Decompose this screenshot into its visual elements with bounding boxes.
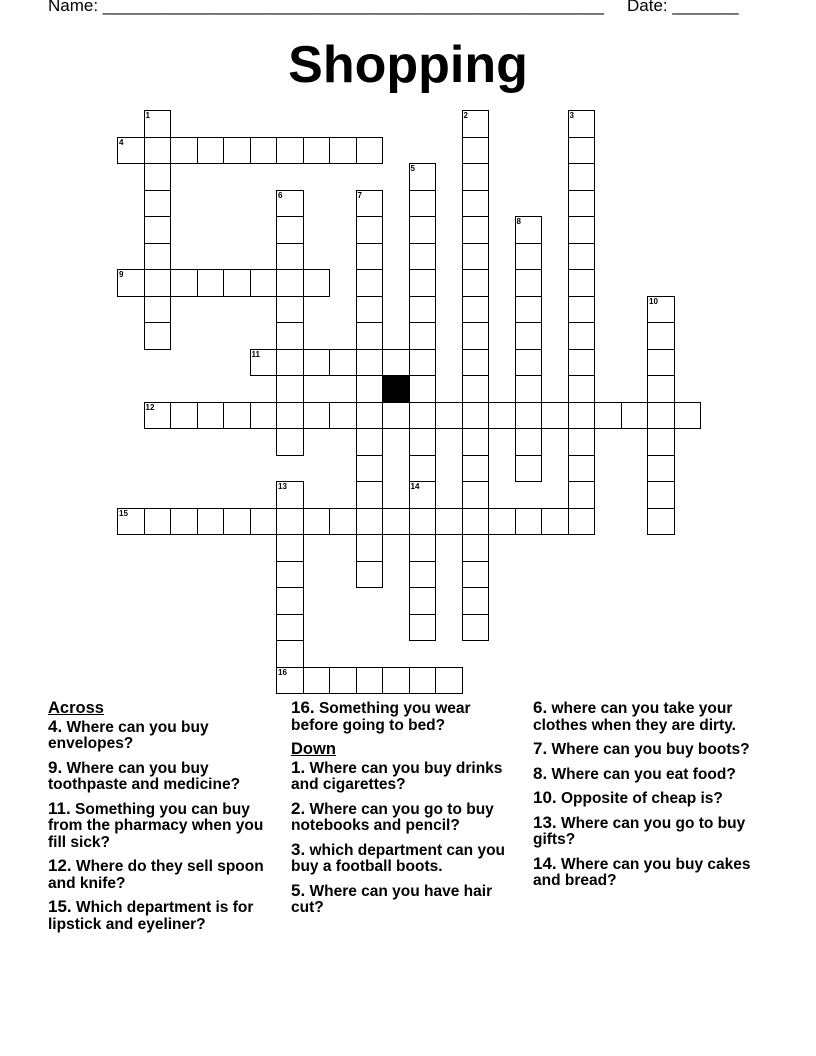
grid-cell[interactable] <box>409 481 437 509</box>
clue-item-text: Where can you buy drinks and cigarettes? <box>291 759 503 793</box>
grid-cell[interactable] <box>435 667 463 695</box>
clue-number: 12 <box>145 402 155 412</box>
grid-cell[interactable] <box>462 269 490 297</box>
grid-cell[interactable] <box>462 190 490 218</box>
grid-cell[interactable] <box>382 667 410 695</box>
grid-cell[interactable] <box>647 375 675 403</box>
grid-cell[interactable] <box>276 190 304 218</box>
grid-cell[interactable] <box>170 269 198 297</box>
grid-cell[interactable] <box>409 296 437 324</box>
grid-cell[interactable] <box>170 402 198 430</box>
grid-cell[interactable] <box>409 561 437 589</box>
clue-item-number: 12. <box>48 856 72 875</box>
clue-item <box>48 798 278 852</box>
grid-cell[interactable] <box>144 322 172 350</box>
grid-cell[interactable] <box>197 269 225 297</box>
grid-cell[interactable] <box>409 349 437 377</box>
clue-item <box>533 790 763 808</box>
grid-cell[interactable] <box>382 402 410 430</box>
grid-cell[interactable] <box>515 508 543 536</box>
down-heading: Down <box>291 740 336 758</box>
grid-cell[interactable] <box>488 402 516 430</box>
clue-item-number: 15. <box>48 897 72 916</box>
grid-cell[interactable] <box>515 349 543 377</box>
grid-cell[interactable] <box>356 508 384 536</box>
grid-cell[interactable] <box>647 455 675 483</box>
clue-item-text: which department can you buy a football boots. <box>291 841 505 875</box>
grid-cell[interactable] <box>276 296 304 324</box>
grid-cell[interactable] <box>276 534 304 562</box>
grid-cell[interactable] <box>409 216 437 244</box>
grid-cell[interactable] <box>462 402 490 430</box>
grid-cell[interactable] <box>276 508 304 536</box>
grid-cell[interactable] <box>462 296 490 324</box>
clue-item-text: Where can you buy cakes and bread? <box>533 855 751 889</box>
grid-cell[interactable] <box>621 402 649 430</box>
grid-cell[interactable] <box>303 349 331 377</box>
grid-cell[interactable] <box>144 243 172 271</box>
clue-item-text: Opposite of cheap is? <box>556 790 723 807</box>
grid-cell[interactable] <box>382 349 410 377</box>
grid-cell[interactable] <box>409 428 437 456</box>
grid-cell[interactable] <box>197 508 225 536</box>
grid-cell[interactable] <box>303 402 331 430</box>
clue-item-number: 4. <box>48 716 63 736</box>
grid-cell[interactable] <box>197 402 225 430</box>
grid-cell[interactable] <box>356 137 384 165</box>
grid-cell[interactable] <box>144 110 172 138</box>
grid-cell[interactable] <box>144 137 172 165</box>
grid-cell[interactable] <box>409 667 437 695</box>
grid-cell[interactable] <box>409 163 437 191</box>
grid-cell[interactable] <box>594 402 622 430</box>
grid-cell[interactable] <box>276 428 304 456</box>
grid-cell[interactable] <box>462 614 490 642</box>
grid-cell[interactable] <box>144 216 172 244</box>
clue-item-number: 1. <box>291 757 306 777</box>
clue-item-number: 7. <box>533 739 548 758</box>
grid-cell[interactable] <box>568 137 596 165</box>
grid-cell[interactable] <box>329 402 357 430</box>
clue-item <box>533 763 763 784</box>
clue-item <box>291 757 519 794</box>
grid-cell[interactable] <box>462 375 490 403</box>
clue-item <box>533 741 763 759</box>
grid-cell[interactable] <box>144 508 172 536</box>
clue-number: 15 <box>119 508 128 518</box>
grid-cell[interactable] <box>568 110 596 138</box>
grid-cell[interactable] <box>276 481 304 509</box>
clue-item-text: Where can you have hair cut? <box>291 882 493 916</box>
grid-cell[interactable] <box>276 587 304 615</box>
grid-cell[interactable] <box>117 137 145 165</box>
grid-cell[interactable] <box>515 269 543 297</box>
grid-cell[interactable] <box>276 402 304 430</box>
grid-cell[interactable] <box>356 455 384 483</box>
grid-cell[interactable] <box>568 455 596 483</box>
clue-item-text: Where can you eat food? <box>547 765 736 783</box>
clue-number: 5 <box>410 164 415 173</box>
grid-cell[interactable] <box>409 190 437 218</box>
grid-cell[interactable] <box>462 137 490 165</box>
grid-cell[interactable] <box>647 481 675 509</box>
grid-cell[interactable] <box>356 322 384 350</box>
grid-cell[interactable] <box>250 402 278 430</box>
grid-cell[interactable] <box>276 243 304 271</box>
clue-item-text: Something you can buy from the pharmacy when you fill sick? <box>48 800 264 851</box>
grid-cell[interactable] <box>223 508 251 536</box>
grid-cell[interactable] <box>276 667 304 695</box>
grid-cell[interactable] <box>276 216 304 244</box>
clue-number: 8 <box>516 217 521 226</box>
clue-item-number: 3. <box>291 839 306 859</box>
grid-cell[interactable] <box>568 190 596 218</box>
grid-cell[interactable] <box>568 508 596 536</box>
grid-cell[interactable] <box>144 269 172 297</box>
grid-cell[interactable] <box>568 163 596 191</box>
grid-cell[interactable] <box>515 428 543 456</box>
grid-cell[interactable] <box>515 375 543 403</box>
grid-cell[interactable] <box>568 375 596 403</box>
grid-cell[interactable] <box>647 508 675 536</box>
grid-cell[interactable] <box>409 455 437 483</box>
grid-cell[interactable] <box>462 163 490 191</box>
clue-item <box>291 700 519 734</box>
grid-cell[interactable] <box>674 402 702 430</box>
grid-cell[interactable] <box>462 428 490 456</box>
grid-cell[interactable] <box>303 137 331 165</box>
clue-item-number: 11. <box>48 798 71 818</box>
grid-cell[interactable] <box>568 349 596 377</box>
clue-item-number: 13. <box>533 812 557 832</box>
grid-cell[interactable] <box>356 375 384 403</box>
grid-cell[interactable] <box>647 402 675 430</box>
grid-cell[interactable] <box>435 402 463 430</box>
clue-item <box>533 853 763 890</box>
clue-item <box>48 716 278 753</box>
grid-cell[interactable] <box>356 561 384 589</box>
clue-item-number: 6. <box>533 698 548 717</box>
grid-cell[interactable] <box>329 667 357 695</box>
grid-cell[interactable] <box>462 110 490 138</box>
grid-cell[interactable] <box>462 534 490 562</box>
grid-cell[interactable] <box>117 508 145 536</box>
grid-cell[interactable] <box>515 455 543 483</box>
clue-column-2 <box>291 700 519 924</box>
clue-item <box>291 798 519 835</box>
black-square <box>383 376 410 403</box>
grid-cell[interactable] <box>356 402 384 430</box>
clue-item-text: Where can you buy toothpaste and medicine? <box>48 759 241 793</box>
grid-cell[interactable] <box>462 455 490 483</box>
clue-number: 2 <box>463 111 468 120</box>
grid-cell[interactable] <box>462 508 490 536</box>
clue-item <box>533 812 763 849</box>
grid-cell[interactable] <box>409 269 437 297</box>
clue-item-number: 16. <box>291 698 315 717</box>
clue-item-number: 5. <box>291 880 306 900</box>
grid-cell[interactable] <box>488 508 516 536</box>
grid-cell[interactable] <box>303 667 331 695</box>
grid-cell[interactable] <box>568 322 596 350</box>
clue-number: 1 <box>145 111 150 120</box>
grid-cell[interactable] <box>568 216 596 244</box>
clue-item <box>48 858 278 892</box>
grid-cell[interactable] <box>250 349 278 377</box>
grid-cell[interactable] <box>356 534 384 562</box>
grid-cell[interactable] <box>276 322 304 350</box>
grid-cell[interactable] <box>409 402 437 430</box>
clue-item <box>48 899 278 933</box>
grid-cell[interactable] <box>197 137 225 165</box>
clue-number: 6 <box>278 190 283 200</box>
grid-cell[interactable] <box>356 296 384 324</box>
grid-cell[interactable] <box>276 640 304 668</box>
clue-number: 13 <box>278 482 287 491</box>
grid-cell[interactable] <box>356 667 384 695</box>
grid-cell[interactable] <box>356 349 384 377</box>
clue-number: 10 <box>649 296 658 306</box>
grid-cell[interactable] <box>223 137 251 165</box>
clue-item-text: Where can you go to buy notebooks and pencil? <box>291 800 494 834</box>
clue-item-text: Which department is for lipstick and eyeliner? <box>48 899 254 933</box>
clue-column-3 <box>533 700 763 897</box>
name-line[interactable]: Name: _____________________________________________________ <box>48 0 604 15</box>
grid-cell[interactable] <box>250 269 278 297</box>
grid-cell[interactable] <box>568 269 596 297</box>
grid-cell[interactable] <box>223 402 251 430</box>
clue-item-number: 9. <box>48 757 63 777</box>
grid-cell[interactable] <box>462 216 490 244</box>
grid-cell[interactable] <box>568 481 596 509</box>
clue-item <box>291 880 519 917</box>
clue-item-text: Where do they sell spoon and knife? <box>48 858 264 892</box>
clue-item-text: Something you wear before going to bed? <box>291 700 471 734</box>
grid-cell[interactable] <box>515 296 543 324</box>
grid-cell[interactable] <box>462 322 490 350</box>
grid-cell[interactable] <box>144 163 172 191</box>
grid-cell[interactable] <box>170 508 198 536</box>
grid-cell[interactable] <box>276 561 304 589</box>
grid-cell[interactable] <box>144 190 172 218</box>
clue-number: 11 <box>251 349 260 359</box>
clue-number: 7 <box>357 190 362 200</box>
grid-cell[interactable] <box>435 508 463 536</box>
grid-cell[interactable] <box>329 349 357 377</box>
clue-item-text: where can you take your clothes when they are dirty. <box>533 700 736 734</box>
grid-cell[interactable] <box>144 296 172 324</box>
clue-item-number: 2. <box>291 798 306 818</box>
grid-cell[interactable] <box>356 269 384 297</box>
grid-cell[interactable] <box>647 322 675 350</box>
grid-cell[interactable] <box>515 402 543 430</box>
clue-item <box>533 700 763 734</box>
grid-cell[interactable] <box>303 269 331 297</box>
clue-item-number: 14. <box>533 853 557 873</box>
grid-cell[interactable] <box>647 428 675 456</box>
date-line[interactable]: Date: _______ <box>627 0 739 15</box>
grid-cell[interactable] <box>409 375 437 403</box>
grid-cell[interactable] <box>409 243 437 271</box>
grid-cell[interactable] <box>568 402 596 430</box>
grid-cell[interactable] <box>409 508 437 536</box>
clue-number: 14 <box>410 482 420 491</box>
clue-number: 4 <box>119 137 124 147</box>
grid-cell[interactable] <box>462 349 490 377</box>
clue-item-text: Where can you go to buy gifts? <box>533 814 746 848</box>
grid-cell[interactable] <box>303 508 331 536</box>
grid-cell[interactable] <box>329 508 357 536</box>
page-title: Shopping <box>288 36 528 94</box>
grid-cell[interactable] <box>382 508 410 536</box>
grid-cell[interactable] <box>356 428 384 456</box>
grid-cell[interactable] <box>568 296 596 324</box>
grid-cell[interactable] <box>409 614 437 642</box>
grid-cell[interactable] <box>568 428 596 456</box>
grid-cell[interactable] <box>117 269 145 297</box>
grid-cell[interactable] <box>515 216 543 244</box>
clue-column-1 <box>48 700 278 940</box>
grid-cell[interactable] <box>541 508 569 536</box>
clue-item <box>291 839 519 876</box>
grid-cell[interactable] <box>276 137 304 165</box>
grid-cell[interactable] <box>356 216 384 244</box>
clue-item-number: 8. <box>533 763 548 783</box>
clue-item <box>48 757 278 794</box>
grid-cell[interactable] <box>541 402 569 430</box>
grid-cell[interactable] <box>356 481 384 509</box>
grid-cell[interactable] <box>276 269 304 297</box>
grid-cell[interactable] <box>250 137 278 165</box>
grid-cell[interactable] <box>409 534 437 562</box>
grid-cell[interactable] <box>250 508 278 536</box>
clue-item-text: Where can you buy boots? <box>547 741 750 758</box>
grid-cell[interactable] <box>568 243 596 271</box>
across-heading: Across <box>48 699 104 717</box>
grid-cell[interactable] <box>647 296 675 324</box>
grid-cell[interactable] <box>515 322 543 350</box>
grid-cell[interactable] <box>409 587 437 615</box>
grid-cell[interactable] <box>276 614 304 642</box>
grid-cell[interactable] <box>144 402 172 430</box>
grid-cell[interactable] <box>462 481 490 509</box>
grid-cell[interactable] <box>356 190 384 218</box>
grid-cell[interactable] <box>462 587 490 615</box>
grid-cell[interactable] <box>329 137 357 165</box>
grid-cell[interactable] <box>409 322 437 350</box>
grid-cell[interactable] <box>462 243 490 271</box>
clue-number: 3 <box>569 111 574 120</box>
clue-number: 9 <box>119 270 124 279</box>
grid-cell[interactable] <box>170 137 198 165</box>
grid-cell[interactable] <box>356 243 384 271</box>
grid-cell[interactable] <box>223 269 251 297</box>
clue-item-text: Where can you buy envelopes? <box>48 718 209 752</box>
clue-item-number: 10. <box>533 788 557 807</box>
grid-cell[interactable] <box>515 243 543 271</box>
grid-cell[interactable] <box>276 349 304 377</box>
grid-cell[interactable] <box>462 561 490 589</box>
clue-number: 16 <box>278 667 287 677</box>
grid-cell[interactable] <box>647 349 675 377</box>
grid-cell[interactable] <box>276 375 304 403</box>
